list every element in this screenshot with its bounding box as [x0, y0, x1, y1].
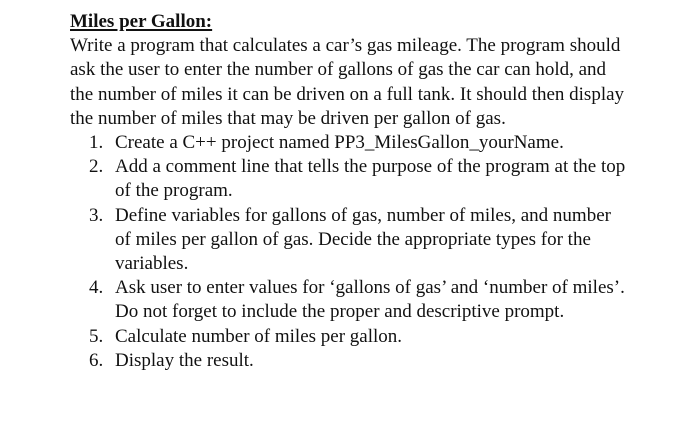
list-item [70, 155, 630, 203]
list-item-text: Display the result. [115, 349, 254, 371]
list-item-number: 6. [89, 349, 104, 371]
list-item-text: Create a C++ project named PP3_MilesGallon_yourName. [115, 132, 564, 154]
list-item [70, 325, 630, 349]
intro-paragraph: Write a program that calculates a car’s gas mileage. The program should ask the user to enter the number of gallons of gas the car can hold, and the number of miles it can be driven on a full tank. It should then display the number of miles that may be driven per gallon of gas. [70, 35, 625, 129]
list-item-text: Add a comment line that tells the purpose of the program at the top of the program. [115, 156, 626, 202]
list-item-number: 4. [89, 277, 104, 299]
steps-list [70, 131, 630, 373]
list-item [70, 204, 630, 277]
document-title: Miles per Gallon: [70, 11, 213, 32]
list-item [70, 349, 630, 373]
document [70, 10, 630, 373]
list-item-text: Calculate number of miles per gallon. [115, 325, 403, 347]
list-item-number: 2. [89, 156, 104, 178]
list-item-text: Ask user to enter values for ‘gallons of gas’ and ‘number of miles’. Do not forget to include the proper and descriptive prompt. [115, 277, 625, 323]
list-item-number: 5. [89, 325, 104, 347]
list-item [70, 276, 630, 324]
list-item-number: 1. [89, 132, 104, 154]
list-item-text: Define variables for gallons of gas, number of miles, and number of miles per gallon of gas. Decide the appropriate types for the variables. [115, 204, 611, 275]
list-item-number: 3. [89, 204, 104, 226]
list-item [70, 131, 630, 155]
